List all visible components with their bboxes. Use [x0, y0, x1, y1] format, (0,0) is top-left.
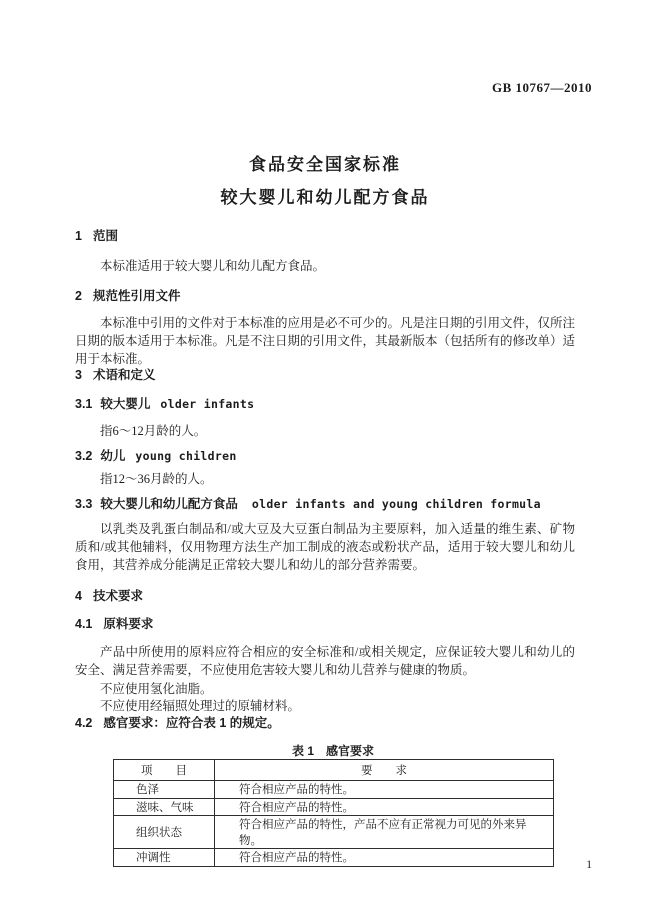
table-cell-requirement: 符合相应产品的特性。 [215, 781, 554, 799]
section-2-number: 2 [75, 289, 82, 303]
table-cell-requirement: 符合相应产品的特性。 [215, 798, 554, 816]
section-4-1-heading [75, 616, 575, 632]
table-row [114, 781, 554, 799]
section-2-paragraph: 本标准中引用的文件对于本标准的应用是必不可少的。凡是注日期的引用文件，仅所注日期的版本适用于本标准。凡是不注日期的引用文件，其最新版本（包括所有的修改单）适用于本标准。 [75, 316, 576, 366]
section-3-2-term-en: young children [135, 449, 237, 463]
section-3-title: 术语和定义 [92, 368, 156, 382]
section-1-title: 范围 [92, 229, 118, 243]
standard-code: GB 10767—2010 [491, 80, 592, 95]
section-3-2-number: 3.2 [75, 449, 93, 463]
table-1-caption: 表 1 感官要求 [291, 744, 374, 758]
document-title: 食品安全国家标准 [249, 155, 401, 174]
table-cell-item: 滋味、气味 [114, 798, 215, 816]
section-3-1-term-zh: 较大婴儿 [100, 397, 151, 411]
table-row [114, 849, 554, 867]
section-2-title: 规范性引用文件 [92, 289, 181, 303]
section-4-1-title: 原料要求 [103, 617, 154, 631]
section-4-2-heading [75, 715, 575, 731]
sensory-requirements-table [113, 759, 554, 867]
section-3-3-heading [75, 496, 575, 512]
section-3-3-term-zh: 较大婴儿和幼儿配方食品 [100, 497, 238, 511]
section-1-number: 1 [75, 229, 82, 243]
section-3-3-number: 3.3 [75, 497, 93, 511]
section-1-heading [75, 228, 575, 244]
section-4-1-number: 4.1 [75, 617, 93, 631]
table-cell-item: 组织状态 [114, 816, 215, 849]
section-4-2-number: 4.2 [75, 716, 93, 730]
section-1-paragraph: 本标准适用于较大婴儿和幼儿配方食品。 [100, 259, 326, 273]
table-row [114, 816, 554, 849]
section-4-title: 技术要求 [92, 589, 143, 603]
table-cell-requirement: 符合相应产品的特性。 [215, 849, 554, 867]
section-4-1-paragraph-1: 产品中所使用的原料应符合相应的安全标准和/或相关规定，应保证较大婴儿和幼儿的安全、满足营养需要，不应使用危害较大婴儿和幼儿营养与健康的物质。 [75, 645, 575, 677]
table-header-item: 项 目 [114, 760, 215, 781]
section-4-heading [75, 588, 575, 604]
table-cell-item: 冲调性 [114, 849, 215, 867]
section-3-2-term-zh: 幼儿 [100, 449, 126, 463]
section-3-1-paragraph: 指6～12月龄的人。 [100, 424, 207, 438]
section-3-3-paragraph: 以乳类及乳蛋白制品和/或大豆及大豆蛋白制品为主要原料，加入适量的维生素、矿物质和/或其他辅料，仅用物理方法生产加工制成的液态或粉状产品，适用于较大婴儿和幼儿食用，其营养成分能满足正常较大婴儿和幼儿的部分营养需要。 [75, 522, 575, 572]
table-cell-item: 色泽 [114, 781, 215, 799]
section-4-number: 4 [75, 589, 82, 603]
section-3-3-term-en: older infants and young children formula [251, 497, 541, 511]
page-number: 1 [586, 859, 592, 871]
table-cell-requirement: 符合相应产品的特性，产品不应有正常视力可见的外来异物。 [215, 816, 554, 849]
section-3-1-term-en: older infants [160, 397, 255, 411]
section-2-heading [75, 288, 575, 304]
section-3-1-heading [75, 396, 575, 412]
section-3-2-heading [75, 448, 575, 464]
section-3-heading [75, 367, 575, 383]
table-header-row [114, 760, 554, 781]
document-subtitle: 较大婴儿和幼儿配方食品 [220, 188, 430, 207]
table-row [114, 798, 554, 816]
table-header-requirement: 要 求 [215, 760, 554, 781]
section-4-1-paragraph-2: 不应使用氢化油脂。 [100, 682, 213, 696]
section-3-number: 3 [75, 368, 82, 382]
section-3-1-number: 3.1 [75, 397, 93, 411]
section-4-1-paragraph-3: 不应使用经辐照处理过的原辅材料。 [100, 699, 301, 713]
section-3-2-paragraph: 指12～36月龄的人。 [100, 472, 213, 486]
section-4-2-title: 感官要求：应符合表 1 的规定。 [103, 716, 280, 730]
